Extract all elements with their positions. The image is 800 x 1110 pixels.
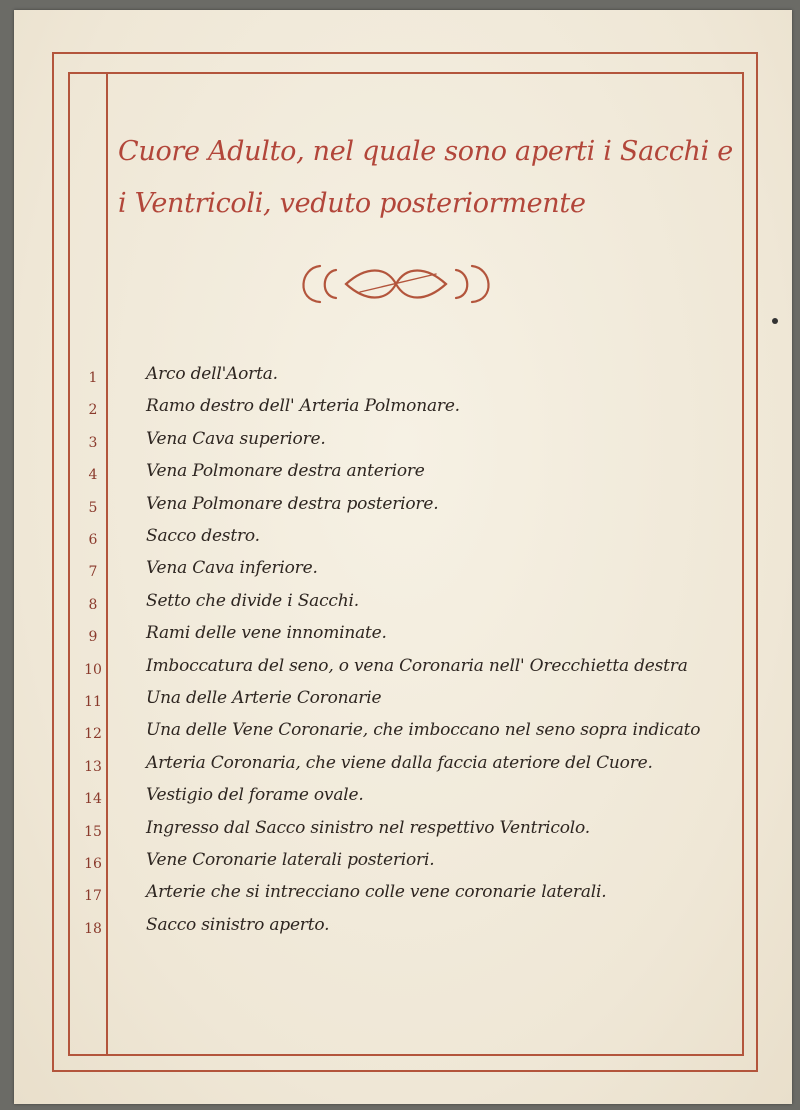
legend-number: 5 [88,499,98,516]
legend-number: 7 [88,564,98,581]
legend-item [0,718,800,748]
legend-item [0,654,800,684]
legend-text: Vene Coronarie laterali posteriori. [146,850,435,870]
legend-number: 16 [84,856,102,872]
legend-item [0,524,800,554]
legend-text: Una delle Vene Coronarie, che imboccano nel seno sopra indicato [146,720,701,741]
legend-number: 9 [88,629,98,646]
legend-item [0,556,800,586]
legend-item [0,816,800,846]
legend-number: 10 [84,661,102,678]
legend-text: Arteria Coronaria, che viene dalla faccia ateriore del Cuore. [146,752,653,773]
legend-item [0,751,800,781]
legend-number: 17 [84,888,102,905]
legend-number: 18 [84,920,102,937]
legend-item [0,913,800,943]
legend-text: Ingresso dal Sacco sinistro nel respettivo Ventricolo. [146,817,590,838]
legend-text: Ramo destro dell' Arteria Polmonare. [146,396,460,417]
legend-number: 14 [84,791,102,808]
legend-item [0,686,800,716]
legend-number: 6 [88,532,98,548]
legend-item [0,783,800,813]
legend-text: Vena Polmonare destra posteriore. [146,493,439,514]
legend-text: Arco dell'Aorta. [146,364,278,384]
legend-item [0,848,800,878]
legend-text: Vestigio del forame ovale. [146,785,364,806]
legend-item [0,459,800,489]
legend-item [0,621,800,651]
legend-number: 8 [88,596,98,613]
legend-item [0,362,800,392]
legend-item [0,394,800,424]
legend-number: 11 [84,694,102,710]
legend-text: Vena Polmonare destra anteriore [146,461,425,482]
legend-number: 4 [88,467,98,484]
page-title: Cuore Adulto, nel quale sono aperti i Sacchi e i Ventricoli, veduto posteriormente [118,136,733,219]
legend-number: 12 [84,726,102,743]
legend-text: Arterie che si intrecciano colle vene coronarie laterali. [146,882,607,903]
legend-text: Una delle Arterie Coronarie [146,688,382,708]
legend-item [0,427,800,457]
legend-item [0,492,800,522]
flourish-ornament [290,258,502,310]
legend-text: Imboccatura del seno, o vena Coronaria nell' Orecchietta destra [146,655,688,676]
legend-text: Sacco sinistro aperto. [146,914,330,935]
legend-number: 15 [84,823,102,840]
legend-number: 2 [88,402,98,419]
legend-text: Setto che divide i Sacchi. [146,590,359,611]
ink-spot [772,318,778,324]
legend-item [0,589,800,619]
legend-text: Rami delle vene innominate. [146,623,387,644]
legend-number: 13 [84,758,102,775]
legend-item [0,880,800,910]
legend-text: Vena Cava inferiore. [146,558,318,579]
legend-text: Vena Cava superiore. [146,428,326,449]
legend-number: 1 [88,370,98,386]
legend-text: Sacco destro. [146,526,260,546]
legend-number: 3 [88,434,98,451]
